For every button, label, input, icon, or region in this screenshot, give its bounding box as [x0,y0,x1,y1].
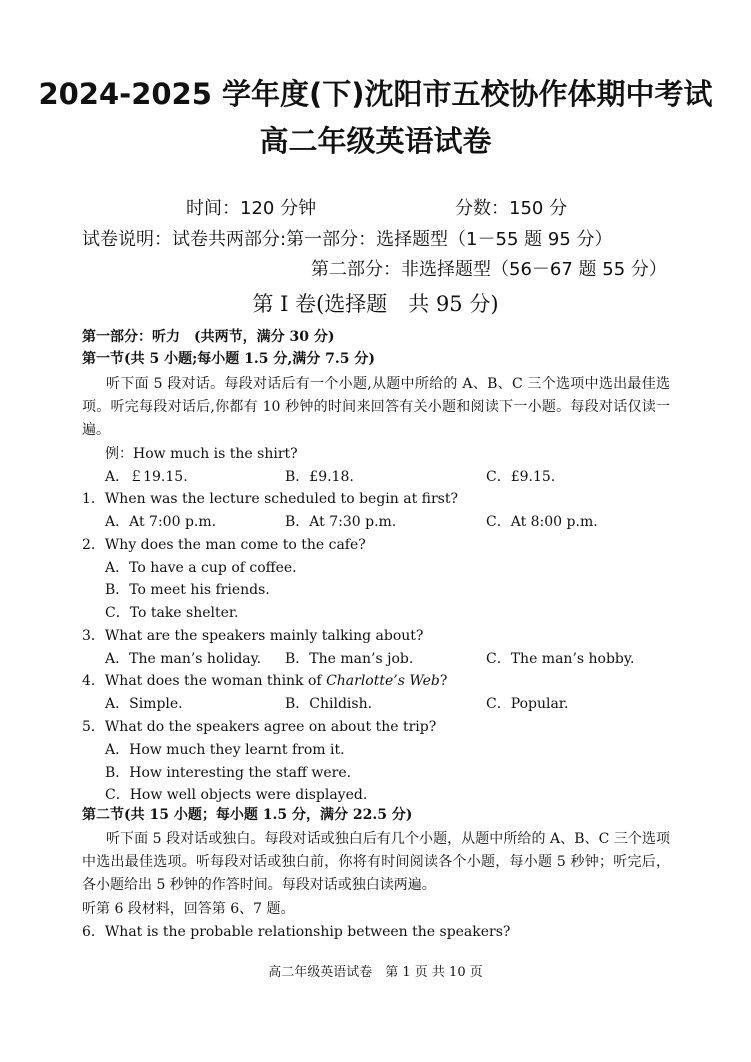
material-note: 听第 6 段材料，回答第 6、7 题。 [82,901,295,917]
question-2-option-c: C．To take shelter. [105,605,239,621]
question-2-option-a: A．To have a cup of coffee. [105,560,297,576]
question-6: 6．What is the probable relationship between the speakers? [82,924,511,940]
section1-instructions: 听下面 5 段对话。每段对话后有一个小题,从题中所给的 A、B、C 三个选项中选出最佳选项。听完每段对话后,你都有 10 秒钟的时间来回答有关小题和阅读下一小题。每段对话仅读一遍。 [82,376,670,438]
question-4-stem-end: ? [439,673,448,689]
exam-score: 分数：150 分 [455,198,568,219]
volume-title: 第 I 卷(选择题 共 95 分) [252,292,499,316]
question-2-option-b: B．To meet his friends. [105,582,270,598]
question-4 [82,670,447,690]
section2-instructions: 听下面 5 段对话或独白。每段对话或独白后有几个小题，从题中所给的 A、B、C 三个选项中选出最佳选项。听每段对话或独白前，你将有时间阅读各个小题，每小题 5 秒钟；听完后，各小题给出 5 秒钟的作答时间。每段对话或独白读两遍。 [82,831,670,893]
question-4-stem: 4．What does the woman think of [82,673,327,689]
example-option-c: C．£9.15. [486,469,556,485]
question-3-option-c: C．The man’s hobby. [486,651,635,667]
question-3-option-b: B．The man’s job. [285,651,414,667]
question-4-book-title: Charlotte’s Web [326,673,440,689]
example-question: 例：How much is the shirt? [105,446,298,462]
question-1-option-b: B．At 7:30 p.m. [285,514,397,530]
page-footer: 高二年级英语试卷 第 1 页 共 10 页 [268,965,483,980]
question-1-option-c: C．At 8:00 p.m. [486,514,598,530]
example-option-a: A．￡19.15. [105,469,188,485]
exam-time: 时间：120 分钟 [186,198,317,219]
question-1-option-a: A．At 7:00 p.m. [105,514,217,530]
exam-title: 2024-2025 学年度(下)沈阳市五校协作体期中考试 [38,77,713,111]
question-5-option-a: A．How much they learnt from it. [105,742,345,758]
question-5: 5．What do the speakers agree on about the trip? [82,719,437,735]
question-2: 2．Why does the man come to the cafe? [82,537,366,553]
example-option-b: B．£9.18. [285,469,354,485]
question-5-option-c: C．How well objects were displayed. [105,787,368,803]
question-3: 3．What are the speakers mainly talking about? [82,628,424,644]
section2-heading: 第二节(共 15 小题；每小题 1.5 分，满分 22.5 分) [82,807,413,823]
exam-description-line2: 第二部分：非选择题型（56－67 题 55 分） [311,259,667,280]
section1-heading: 第一节(共 5 小题;每小题 1.5 分,满分 7.5 分) [82,351,375,367]
part1-heading: 第一部分：听力 (共两节，满分 30 分) [82,329,335,345]
question-3-option-a: A．The man’s holiday. [105,651,262,667]
question-4-option-a: A．Simple. [105,696,183,712]
exam-description-line1: 试卷说明：试卷共两部分:第一部分：选择题型（1－55 题 95 分） [82,229,613,250]
exam-subtitle: 高二年级英语试卷 [259,124,492,158]
question-4-option-b: B．Childish. [285,696,373,712]
question-5-option-b: B．How interesting the staff were. [105,765,352,781]
question-4-option-c: C．Popular. [486,696,569,712]
question-1: 1．When was the lecture scheduled to begin at first? [82,491,458,507]
